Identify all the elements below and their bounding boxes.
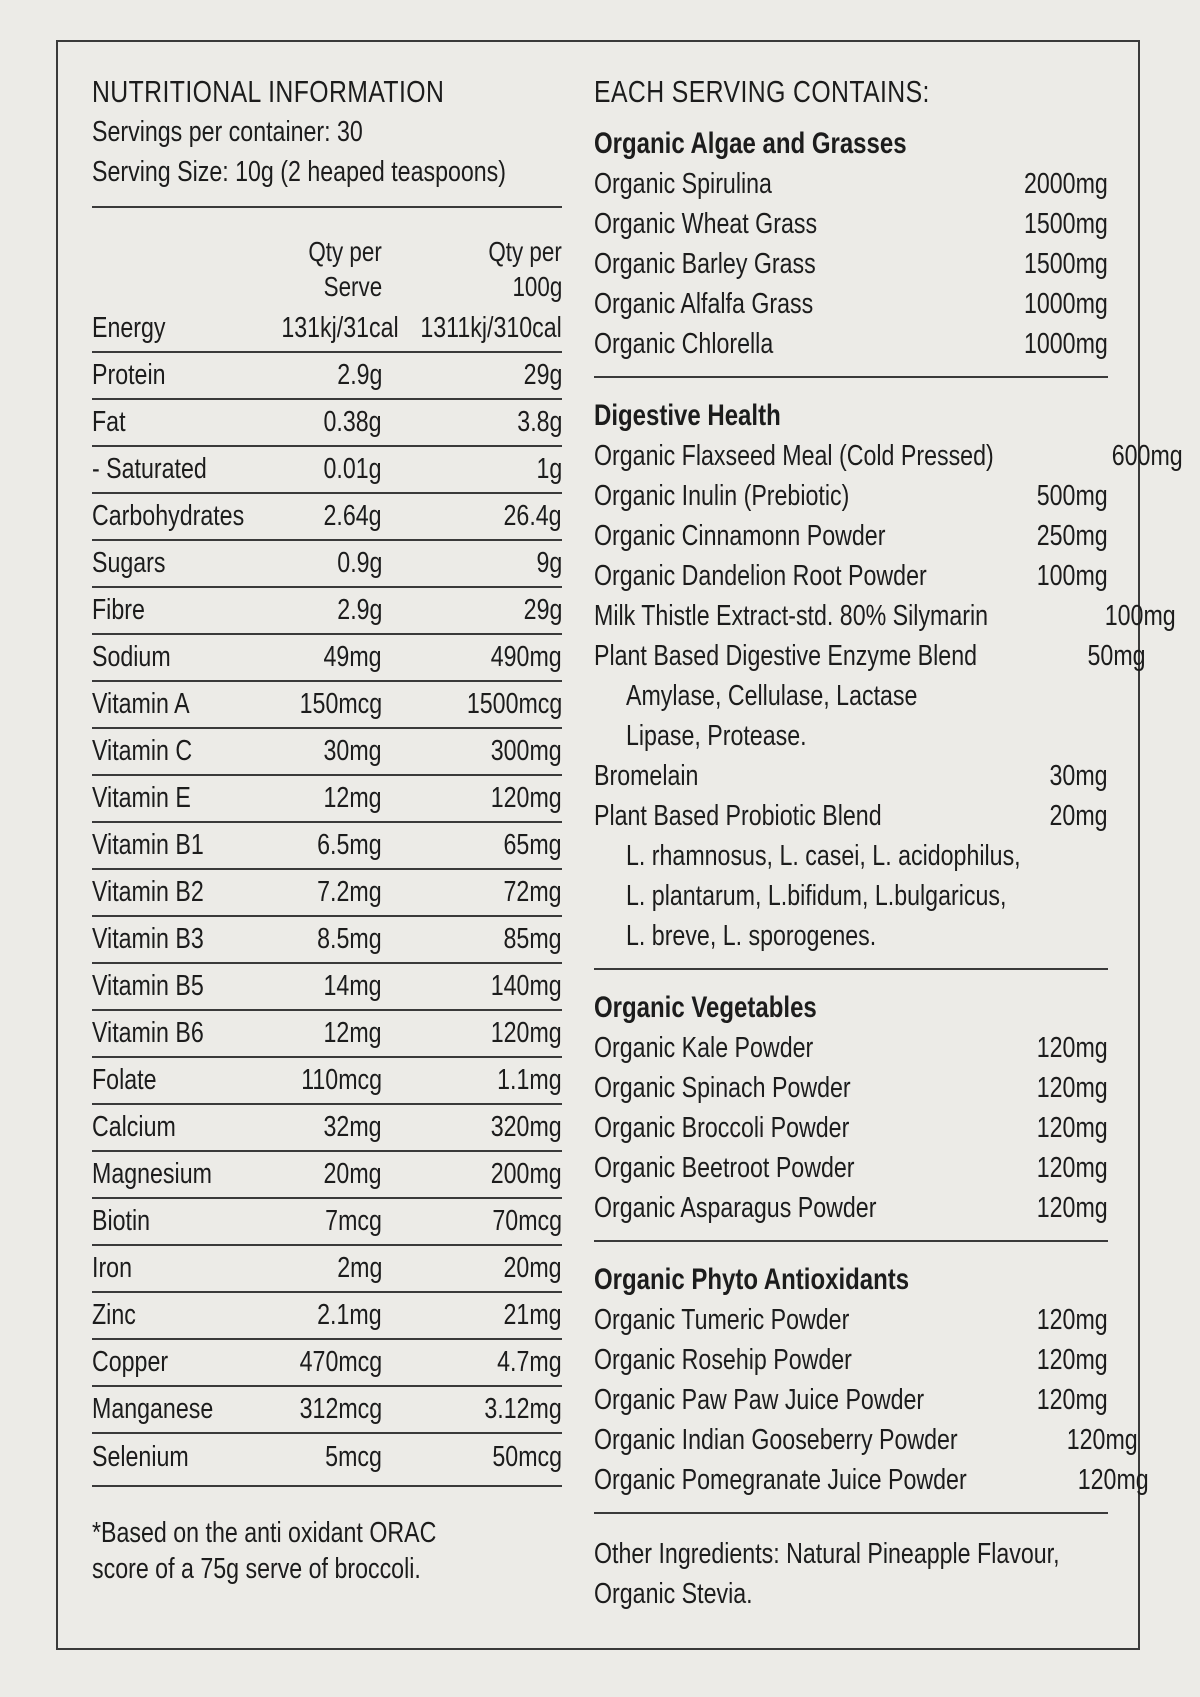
nutrient-name: Energy [92,312,166,344]
ingredient-name: Organic Barley Grass [594,248,816,280]
qty-per-100g: 65mg [503,829,562,861]
nutrition-row [92,1105,562,1152]
qty-per-serve: 14mg [323,970,382,1002]
nutrient-name: Vitamin E [92,782,191,814]
ingredient-qty: 120mg [1066,1424,1138,1456]
ingredient-row [594,636,1146,676]
ingredient-section [594,112,1108,376]
ingredient-row [594,436,1183,476]
ingredient-subline: L. plantarum, L.bifidum, L.bulgaricus, [626,880,1007,912]
ingredient-name: Organic Alfalfa Grass [594,288,814,320]
qty-per-100g: 9g [536,547,562,579]
qty-per-100g: 21mg [503,1299,562,1331]
nutrition-row [92,1387,562,1434]
ingredient-row [594,596,1176,636]
qty-per-serve: 5mcg [325,1441,382,1473]
qty-per-100g: 72mg [503,876,562,908]
section-title: Organic Phyto Antioxidants [594,1263,910,1296]
qty-per-100g: 85mg [503,923,562,955]
qty-per-serve: 6.5mg [317,829,382,861]
qty-per-serve: 2.9g [336,359,382,391]
nutrition-row [92,1293,562,1340]
other-ingredients: Other Ingredients: Natural Pineapple Flavour, Organic Stevia. [594,1538,1060,1610]
ingredient-qty: 120mg [1037,1032,1108,1064]
nutrition-row [92,541,562,588]
nutrition-row [92,400,562,447]
nutrition-header [92,208,562,306]
qty-per-serve: 2.9g [336,594,382,626]
ingredient-row [594,1460,1149,1500]
qty-per-100g: 300mg [491,735,562,767]
ingredient-row [594,1380,1108,1420]
ingredient-qty: 120mg [1037,1384,1108,1416]
qty-per-serve: 0.01g [323,453,382,485]
nutrient-name: Fibre [92,594,145,626]
ingredient-name: Organic Indian Gooseberry Powder [594,1424,958,1456]
col-header-serve: Qty per Serve [308,236,382,302]
nutrition-row [92,353,562,400]
nutrient-name: Vitamin B6 [92,1017,204,1049]
qty-per-serve: 30mg [323,735,382,767]
qty-per-100g: 1500mcg [466,688,562,720]
section-title: Organic Algae and Grasses [594,127,907,160]
qty-per-serve: 110mcg [301,1064,382,1096]
ingredient-qty: 1000mg [1024,328,1108,360]
qty-per-serve: 7mcg [325,1205,382,1237]
ingredient-qty: 120mg [1037,1304,1108,1336]
qty-per-serve: 2mg [336,1252,382,1284]
nutrition-row [92,447,562,494]
qty-per-serve: 12mg [323,1017,382,1049]
qty-per-serve: 8.5mg [317,923,382,955]
ingredient-qty: 600mg [1111,440,1183,472]
nutrition-row [92,588,562,635]
nutrient-name: Protein [92,359,166,391]
nutrient-name: Vitamin B2 [92,876,204,908]
ingredient-row [594,516,1108,556]
ingredient-name: Organic Broccoli Powder [594,1112,850,1144]
qty-per-serve: 0.38g [323,406,382,438]
ingredient-qty: 250mg [1037,520,1108,552]
ingredient-name: Plant Based Digestive Enzyme Blend [594,640,978,672]
nutrition-row [92,1058,562,1105]
nutrition-row [92,823,562,870]
qty-per-100g: 490mg [491,641,562,673]
nutrient-name: Iron [92,1252,132,1284]
ingredient-section [594,1242,1149,1512]
ingredient-qty: 100mg [1037,560,1108,592]
nutrition-row [92,729,562,776]
ingredient-qty: 1500mg [1024,248,1108,280]
ingredient-section [594,970,1108,1240]
nutrient-name: Sodium [92,641,171,673]
ingredient-name: Organic Spinach Powder [594,1072,851,1104]
nutrition-row [92,870,562,917]
qty-per-serve: 150mcg [299,688,382,720]
ingredients-panel [594,72,1183,1614]
nutrient-name: Vitamin B5 [92,970,204,1002]
serving-size: Serving Size: 10g (2 heaped teaspoons) [92,156,507,188]
ingredient-row [594,204,1108,244]
ingredient-qty: 120mg [1037,1072,1108,1104]
nutrient-name: Selenium [92,1441,189,1473]
ingredient-qty: 120mg [1037,1344,1108,1376]
ingredients-list [594,112,1183,1514]
nutrition-row [92,682,562,729]
ingredient-subline: Lipase, Protease. [626,720,807,752]
nutrition-row [92,1246,562,1293]
qty-per-100g: 1.1mg [497,1064,562,1096]
ingredient-qty: 20mg [1049,800,1108,832]
nutrient-name: Biotin [92,1205,151,1237]
qty-per-serve: 470mcg [299,1346,382,1378]
qty-per-100g: 3.8g [516,406,562,438]
ingredient-name: Organic Flaxseed Meal (Cold Pressed) [594,440,994,472]
ingredient-subline: Amylase, Cellulase, Lactase [626,680,918,712]
nutrient-name: Calcium [92,1111,176,1143]
qty-per-100g: 1311kj/310cal [420,312,562,344]
ingredient-row [594,1068,1108,1108]
ingredient-row [594,1028,1108,1068]
ingredient-name: Organic Rosehip Powder [594,1344,852,1376]
ingredient-row [594,244,1108,284]
section-title: Organic Vegetables [594,991,817,1024]
qty-per-serve: 12mg [323,782,382,814]
nutrient-name: Folate [92,1064,157,1096]
ingredient-name: Organic Dandelion Root Powder [594,560,927,592]
ingredient-name: Organic Wheat Grass [594,208,818,240]
ingredient-row [594,164,1108,204]
ingredient-row [594,556,1108,596]
ingredient-row [594,796,1108,836]
ingredient-name: Organic Inulin (Prebiotic) [594,480,850,512]
nutrient-name: Magnesium [92,1158,212,1190]
qty-per-100g: 200mg [491,1158,562,1190]
qty-per-serve: 131kj/31cal [281,312,399,344]
ingredient-row [594,324,1108,364]
qty-per-100g: 1g [536,453,562,485]
nutrition-row [92,1011,562,1058]
nutrient-name: Vitamin A [92,688,190,720]
servings-per-container: Servings per container: 30 [92,116,363,148]
nutrition-row [92,964,562,1011]
ingredient-row [594,756,1108,796]
ingredient-name: Milk Thistle Extract-std. 80% Silymarin [594,600,989,632]
col-header-100g: Qty per 100g [488,236,562,302]
ingredient-row [594,284,1108,324]
qty-per-serve: 20mg [323,1158,382,1190]
qty-per-serve: 2.64g [323,500,382,532]
nutrition-row [92,1199,562,1246]
footnote: *Based on the anti oxidant ORAC score of a 75g serve of broccoli. [92,1517,437,1585]
qty-per-100g: 26.4g [503,500,562,532]
nutrition-row [92,776,562,823]
qty-per-serve: 32mg [323,1111,382,1143]
nutrition-row [92,635,562,682]
nutrition-row [92,306,562,353]
ingredient-row [594,1420,1138,1460]
ingredient-qty: 1500mg [1024,208,1108,240]
nutrition-table [92,306,562,1481]
qty-per-100g: 50mcg [492,1441,562,1473]
qty-per-100g: 20mg [503,1252,562,1284]
ingredient-name: Bromelain [594,760,699,792]
ingredient-name: Organic Paw Paw Juice Powder [594,1384,925,1416]
ingredient-name: Organic Spirulina [594,168,772,200]
nutrient-name: Vitamin C [92,735,193,767]
qty-per-serve: 49mg [323,641,382,673]
label-panel [56,40,1183,1650]
nutrient-name: Sugars [92,547,166,579]
ingredient-row [594,476,1108,516]
ingredient-section [594,378,1183,968]
nutrient-name: Vitamin B3 [92,923,204,955]
qty-per-100g: 4.7mg [497,1346,562,1378]
ingredient-name: Organic Asparagus Powder [594,1192,877,1224]
qty-per-100g: 320mg [491,1111,562,1143]
nutrient-name: Manganese [92,1393,214,1425]
qty-per-serve: 2.1mg [317,1299,382,1331]
ingredient-name: Organic Kale Powder [594,1032,814,1064]
ingredients-title: EACH SERVING CONTAINS: [594,74,930,109]
nutrient-name: Fat [92,406,126,438]
nutrition-row [92,1434,562,1481]
ingredient-qty: 30mg [1049,760,1108,792]
ingredient-qty: 120mg [1037,1192,1108,1224]
qty-per-100g: 120mg [491,782,562,814]
nutrient-name: Carbohydrates [92,500,245,532]
nutrient-name: - Saturated [92,453,207,485]
ingredient-qty: 100mg [1104,600,1176,632]
ingredient-name: Organic Beetroot Powder [594,1152,855,1184]
nutrient-name: Zinc [92,1299,136,1331]
ingredient-qty: 120mg [1037,1152,1108,1184]
ingredient-qty: 120mg [1037,1112,1108,1144]
qty-per-100g: 29g [523,594,562,626]
nutrition-title: NUTRITIONAL INFORMATION [92,74,445,109]
ingredient-qty: 1000mg [1024,288,1108,320]
ingredient-qty: 500mg [1037,480,1108,512]
nutrient-name: Vitamin B1 [92,829,204,861]
ingredient-qty: 2000mg [1024,168,1108,200]
nutrition-panel [92,72,562,1587]
ingredient-row [594,1340,1108,1380]
ingredient-name: Plant Based Probiotic Blend [594,800,882,832]
ingredient-name: Organic Chlorella [594,328,774,360]
qty-per-100g: 140mg [491,970,562,1002]
section-title: Digestive Health [594,399,781,432]
qty-per-100g: 29g [523,359,562,391]
nutrition-row [92,917,562,964]
ingredient-qty: 120mg [1077,1464,1149,1496]
ingredient-row [594,1300,1108,1340]
nutrition-bottom-rule [92,1485,562,1487]
nutrition-row [92,1152,562,1199]
ingredient-subline: L. rhamnosus, L. casei, L. acidophilus, [626,840,1021,872]
nutrition-row [92,1340,562,1387]
ingredient-name: Organic Cinnamonn Powder [594,520,886,552]
ingredient-row [594,1188,1108,1228]
qty-per-serve: 312mcg [299,1393,382,1425]
nutrition-row [92,494,562,541]
qty-per-100g: 70mcg [492,1205,562,1237]
qty-per-100g: 120mg [491,1017,562,1049]
ingredient-name: Organic Pomegranate Juice Powder [594,1464,967,1496]
ingredient-name: Organic Tumeric Powder [594,1304,850,1336]
qty-per-100g: 3.12mg [484,1393,562,1425]
ingredient-row [594,1108,1108,1148]
ingredient-row [594,1148,1108,1188]
ingredient-subline: L. breve, L. sporogenes. [626,920,877,952]
qty-per-serve: 0.9g [336,547,382,579]
qty-per-serve: 7.2mg [317,876,382,908]
ingredient-qty: 50mg [1087,640,1146,672]
nutrient-name: Copper [92,1346,169,1378]
